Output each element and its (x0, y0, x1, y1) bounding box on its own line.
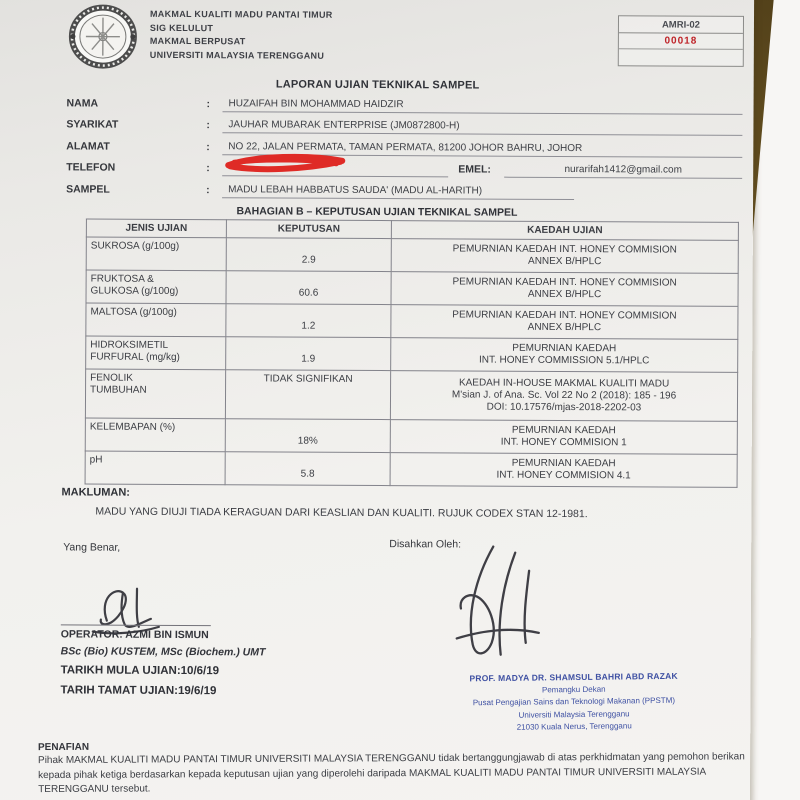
keputusan-cell: 18% (225, 419, 390, 453)
field-label-telefon: TELEFON (66, 161, 116, 174)
field-colon: : (206, 140, 210, 153)
right-sign-label: Disahkan Oleh: (389, 538, 462, 551)
field-row-telefon (66, 154, 742, 179)
approver-signature (427, 540, 578, 669)
field-value-emel: nurarifah1412@gmail.com (504, 164, 742, 179)
col-header-kaedah-ujian: KAEDAH UJIAN (391, 221, 738, 241)
reference-serial: 00018 (619, 33, 743, 50)
field-value-telefon-redacted (222, 160, 448, 177)
table-row-hmf (86, 336, 738, 372)
jenis-cell: MALTOSA (g/100g) (86, 303, 226, 337)
field-value-nama: HUZAIFAH BIN MOHAMMAD HAIDZIR (223, 98, 743, 115)
table-row-sukrosa (86, 237, 738, 273)
keputusan-cell: 1.2 (226, 304, 391, 338)
disclaimer-heading: PENAFIAN (37, 741, 90, 754)
fields-section (66, 89, 743, 200)
kaedah-cell: PEMURNIAN KAEDAH INT. HONEY COMMISION ANNEX B/HPLC (391, 272, 738, 307)
keputusan-cell: 60.6 (226, 271, 391, 305)
org-line-1: MAKMAL KUALITI MADU PANTAI TIMUR (149, 8, 333, 20)
keputusan-cell: 5.8 (225, 452, 390, 486)
jenis-cell: FENOLIK TUMBUHAN (85, 369, 225, 419)
reference-box (618, 15, 744, 67)
field-label-syarikat: SYARIKAT (66, 118, 119, 131)
table-row-fenolik (85, 369, 737, 421)
results-table (85, 218, 739, 487)
field-value-syarikat: JAUHAR MUBARAK ENTERPRISE (JM0872800-H) (222, 119, 742, 136)
table-row-fruktosa-glukosa (86, 270, 738, 306)
test-start-date: TARIKH MULA UJIAN:10/6/19 (60, 664, 220, 678)
kaedah-cell: PEMURNIAN KAEDAH INT. HONEY COMMISION 4.1 (390, 453, 737, 488)
phone-redaction-scribble (222, 152, 350, 175)
field-colon: : (206, 119, 210, 132)
makluman-heading: MAKLUMAN: (61, 486, 130, 499)
stamp-department: Pusat Pengajian Sains dan Teknologi Makanan (PPSTM) (472, 695, 676, 708)
section-b-heading: BAHAGIAN B – KEPUTUSAN UJIAN TEKNIKAL SAMPEL (236, 205, 518, 219)
keputusan-cell: 2.9 (226, 238, 391, 272)
jenis-cell: HIDROKSIMETIL FURFURAL (mg/kg) (86, 336, 226, 370)
disclaimer-text: Pihak MAKMAL KUALITI MADU PANTAI TIMUR UNIVERSITI MALAYSIA TERENGGANU tidak bertanggungjawab di atas perkhidmatan yang pemohon berikan kepada pihak ketiga berdasarkan kepada keputusan ujian yang diperolehi daripada MAKMAL KUALITI MADU PANTAI TIMUR UNIVERSITI MALAYSIA TERENGGANU tersebut. (38, 751, 745, 796)
field-row-alamat (66, 132, 742, 157)
left-sign-label: Yang Benar, (63, 541, 121, 554)
jenis-cell: SUKROSA (g/100g) (86, 237, 226, 271)
field-row-sampel (66, 175, 742, 200)
field-label-nama: NAMA (66, 96, 99, 110)
org-line-2: SIG KELULUT (149, 22, 214, 33)
kaedah-cell: KAEDAH IN-HOUSE MAKMAL KUALITI MADU M'sian J. of Ana. Sc. Vol 22 No 2 (2018): 185 - 196 DOI: 10.17576/mjas-2018-2202-03 (390, 371, 737, 422)
jenis-cell: KELEMBAPAN (%) (85, 418, 225, 452)
field-row-syarikat (66, 111, 742, 136)
col-header-keputusan: KEPUTUSAN (226, 220, 391, 239)
kaedah-cell: PEMURNIAN KAEDAH INT. HONEY COMMISION ANNEX B/HPLC (391, 239, 738, 274)
field-filler (574, 200, 742, 201)
keputusan-cell: TIDAK SIGNIFIKAN (225, 370, 390, 420)
field-label-alamat: ALAMAT (66, 139, 110, 153)
org-line-4: UNIVERSITI MALAYSIA TERENGGANU (149, 49, 325, 61)
field-value-alamat: NO 22, JALAN PERMATA, TAMAN PERMATA, 81200 JOHOR BAHRU, JOHOR (222, 141, 742, 158)
field-label-sampel: SAMPEL (66, 182, 110, 196)
university-seal (68, 3, 138, 74)
makluman-text: MADU YANG DIUJI TIADA KERAGUAN DARI KEASLIAN DAN KUALITI. RUJUK CODEX STAN 12-1981. (95, 505, 588, 521)
table-row-maltosa (86, 303, 738, 339)
kaedah-cell: PEMURNIAN KAEDAH INT. HONEY COMMISSION 5.1/HPLC (391, 338, 738, 373)
stamp-university: Universiti Malaysia Terengganu (518, 708, 630, 720)
field-row-nama (67, 89, 743, 114)
reference-code: AMRI-02 (619, 16, 743, 34)
field-value-sampel: MADU LEBAH HABBATUS SAUDA' (MADU AL-HARITH) (222, 184, 574, 200)
jenis-cell: FRUKTOSA & GLUKOSA (g/100g) (86, 270, 226, 304)
field-colon: : (206, 162, 210, 175)
stamp-name: PROF. MADYA DR. SHAMSUL BAHRI ABD RAZAK (469, 670, 678, 684)
field-colon: : (206, 183, 210, 196)
keputusan-cell: 1.9 (226, 337, 391, 371)
kaedah-cell: PEMURNIAN KAEDAH INT. HONEY COMMISION 1 (390, 420, 737, 455)
stamp-position: Pemangku Dekan (541, 684, 606, 694)
report-title: LAPORAN UJIAN TEKNIKAL SAMPEL (275, 78, 480, 92)
disclaimer-section (38, 738, 766, 797)
stamp-address: 21030 Kuala Nerus, Terengganu (516, 721, 632, 732)
table-row-ph (85, 451, 737, 487)
field-colon: : (206, 97, 211, 110)
approval-stamp (386, 669, 762, 736)
org-header (150, 8, 333, 63)
test-end-date: TARIH TAMAT UJIAN:19/6/19 (60, 684, 217, 698)
jenis-cell: pH (85, 451, 225, 485)
operator-qualifications: BSc (Bio) KUSTEM, MSc (Biochem.) UMT (60, 645, 266, 659)
col-header-jenis-ujian: JENIS UJIAN (86, 219, 226, 238)
operator-name: OPERATOR: AZMI BIN ISMUN (60, 628, 209, 642)
field-label-emel: EMEL: (458, 163, 491, 176)
org-line-3: MAKMAL BERPUSAT (149, 35, 246, 47)
kaedah-cell: PEMURNIAN KAEDAH INT. HONEY COMMISION ANNEX B/HPLC (391, 305, 738, 340)
reference-empty-row (619, 49, 743, 66)
table-row-kelembapan (85, 418, 737, 454)
